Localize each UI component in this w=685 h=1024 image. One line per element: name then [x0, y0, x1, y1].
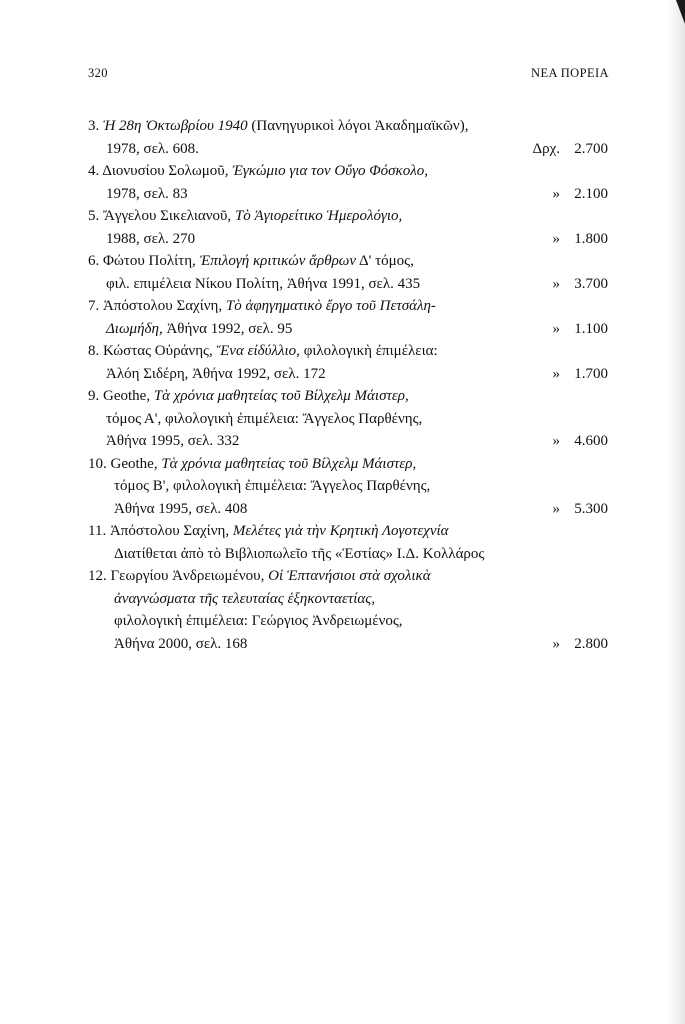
entry-text: 1978, σελ. 83 — [106, 185, 188, 202]
entry-text: 1988, σελ. 270 — [106, 230, 196, 247]
entry-text: Ἀλόη Σιδέρη, Ἀθήνα 1992, σελ. 172 — [106, 365, 326, 382]
entry-text: Διατίθεται ἀπὸ τὸ Βιβλιοπωλεῖο τῆς «Ἑστίας» Ι.Δ. Κολλάρος — [114, 545, 485, 562]
price-mark: » — [552, 635, 560, 652]
entry-text: Ἄγγελου Σικελιανοῦ, — [103, 208, 235, 224]
entry-text: (Πανηγυρικοὶ λόγοι Ἀκαδημαϊκῶν), — [247, 118, 469, 134]
entry-text: Geothe, — [110, 455, 162, 472]
list-item — [88, 250, 608, 295]
entry-text: Ἀπόστολου Σαχίνη, — [103, 298, 226, 314]
entry-text: Ἀθήνα 1995, σελ. 408 — [114, 500, 248, 517]
entry-text: φιλολογικὴ ἐπιμέλεια: Γεώργιος Ἀνδρειωμένος, — [114, 613, 403, 629]
entry-price — [520, 318, 608, 341]
entry-title-text: Οἱ Ἑπτανήσιοι στὰ σχολικὰ — [268, 568, 431, 584]
entry-text: Κώστας Οὐράνης, — [103, 343, 217, 359]
entry-number: 10. — [88, 455, 111, 472]
list-item — [88, 385, 608, 453]
scan-corner-mark — [676, 0, 685, 24]
entry-first-line — [88, 453, 608, 476]
entry-text: Φώτου Πολίτη, — [103, 253, 200, 269]
entry-number: 11. — [88, 523, 110, 539]
price-amount: 4.600 — [574, 433, 608, 449]
entry-title-text: Τὸ ἀφηγηματικὸ ἔργο τοῦ Πετσάλη- — [225, 298, 436, 314]
page-edge-shadow — [667, 0, 685, 1024]
entry-continuation-line — [88, 543, 608, 566]
entry-title-text: Τὰ χρόνια μαθητείας τοῦ Βίλχελμ Μάιστερ, — [161, 455, 417, 472]
list-item — [88, 205, 608, 250]
price-amount: 1.100 — [574, 320, 608, 337]
entry-number: 7. — [88, 298, 103, 314]
list-item — [88, 160, 608, 205]
entry-number: 6. — [88, 253, 103, 269]
price-mark: Δρχ. — [532, 140, 560, 157]
entry-price — [520, 228, 608, 251]
entry-text: Γεωργίου Ἀνδρειωμένου, — [110, 568, 269, 584]
entry-first-line — [88, 385, 608, 408]
entry-text: Ἀθήνα 2000, σελ. 168 — [114, 635, 248, 652]
price-mark: » — [552, 185, 560, 202]
journal-title: ΝΕΑ ΠΟΡΕΙΑ — [531, 66, 609, 80]
entry-title-text: Ἡ 28η Ὀκτωβρίου 1940 — [103, 118, 248, 134]
price-amount: 5.300 — [574, 500, 608, 517]
entry-price — [520, 273, 608, 296]
price-amount: 2.700 — [574, 140, 608, 157]
entry-number: 8. — [88, 343, 103, 359]
entry-text: τόμος Α', φιλολογικὴ ἐπιμέλεια: Ἄγγελος Παρθένης, — [106, 410, 423, 427]
entry-text: φιλ. επιμέλεια Νίκου Πολίτη, Ἀθήνα 1991, σελ. 435 — [106, 275, 421, 292]
entry-first-line — [88, 340, 608, 363]
price-amount: 2.800 — [574, 635, 608, 652]
price-mark: » — [552, 433, 560, 449]
entry-text: Διονυσίου Σολωμοῦ, — [102, 163, 233, 179]
entry-number: 12. — [88, 568, 111, 584]
entry-text: τόμος Β', φιλολογικὴ ἐπιμέλεια: Ἄγγελος Παρθένης, — [114, 478, 431, 494]
entry-continuation-line — [88, 408, 608, 431]
price-mark: » — [552, 275, 560, 292]
price-mark: » — [552, 500, 560, 517]
entry-continuation-line — [88, 475, 608, 498]
entry-text: Ἀθήνα 1992, σελ. 95 — [162, 320, 293, 337]
entry-number: 3. — [88, 118, 103, 134]
entry-continuation-line — [88, 588, 608, 611]
entry-first-line — [88, 250, 608, 273]
price-amount: 1.800 — [574, 230, 608, 247]
entry-first-line — [88, 295, 608, 318]
entry-price — [520, 138, 608, 161]
list-item — [88, 565, 608, 655]
entry-title-text: Ἐπιλογή κριτικών ἄρθρων — [199, 253, 357, 269]
entry-price — [520, 363, 608, 386]
running-header — [88, 66, 609, 81]
entry-title-text: Τὸ Ἁγιορείτικο Ἡμερολόγιο, — [234, 208, 403, 224]
price-amount: 3.700 — [574, 275, 608, 292]
entry-title-text: Ἕνα εἰδύλλιο, — [216, 343, 300, 359]
entry-first-line — [88, 520, 608, 543]
entry-title-text: ἀναγνώσματα τῆς τελευταίας ἑξηκονταετίας, — [114, 590, 376, 607]
list-item — [88, 295, 608, 340]
entry-first-line — [88, 565, 608, 588]
price-mark: » — [552, 230, 560, 247]
entry-price — [520, 498, 608, 521]
entry-price — [520, 183, 608, 206]
entry-title-text: Ἐγκώμιο για τον Οὔγο Φόσκολο, — [232, 163, 429, 179]
entry-title-text: Μελέτες γιὰ τὴν Κρητικὴ Λογοτεχνία — [232, 523, 449, 539]
entry-first-line — [88, 115, 608, 138]
entry-text: Geothe, — [103, 388, 154, 404]
entry-text: φιλολογικὴ ἐπιμέλεια: — [299, 343, 438, 359]
entry-continuation-line — [88, 610, 608, 633]
list-item — [88, 520, 608, 565]
entry-price — [520, 633, 608, 656]
entry-price — [520, 430, 608, 453]
page-number: 320 — [88, 66, 108, 80]
list-item — [88, 340, 608, 385]
entry-first-line — [88, 205, 608, 228]
entry-text: Ἀπόστολου Σαχίνη, — [109, 523, 233, 539]
entry-first-line — [88, 160, 608, 183]
entry-text: 1978, σελ. 608. — [106, 140, 199, 157]
entry-number: 9. — [88, 388, 103, 404]
entry-number: 4. — [88, 163, 103, 179]
price-mark: » — [552, 365, 560, 382]
entry-text: Δ' τόμος, — [356, 253, 414, 269]
list-item — [88, 115, 608, 160]
list-item — [88, 453, 608, 521]
price-amount: 1.700 — [574, 365, 608, 382]
entry-text: Ἀθήνα 1995, σελ. 332 — [106, 433, 240, 449]
price-mark: » — [552, 320, 560, 337]
price-amount: 2.100 — [574, 185, 608, 202]
entry-title-text: Τὰ χρόνια μαθητείας τοῦ Βίλχελμ Μάιστερ, — [153, 388, 409, 404]
entry-title-text: Διωμήδη, — [106, 320, 163, 337]
entry-number: 5. — [88, 208, 103, 224]
publication-list — [88, 115, 608, 655]
